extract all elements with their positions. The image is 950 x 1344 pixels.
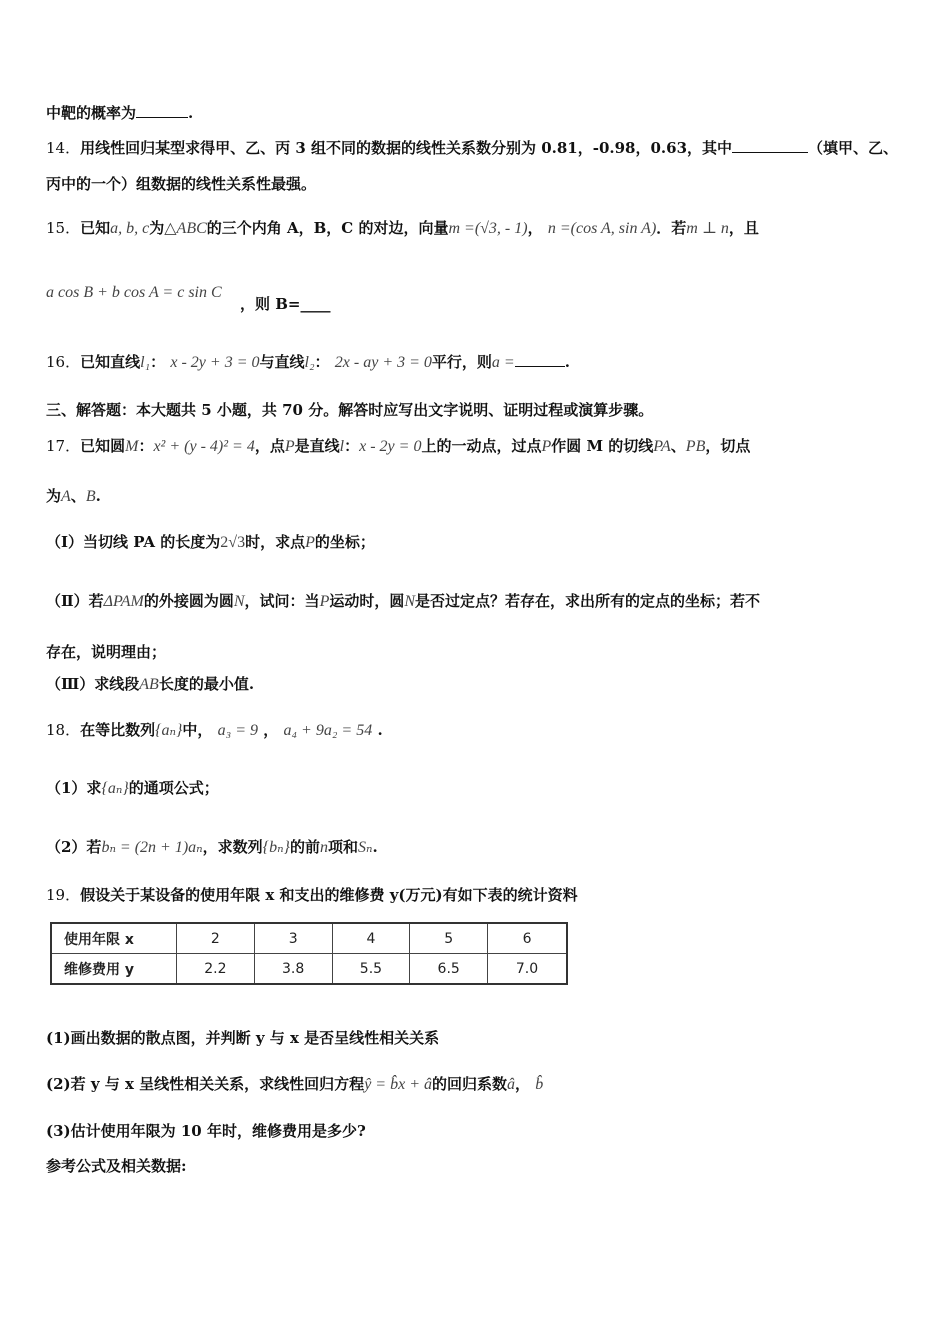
answer-blank[interactable] bbox=[136, 103, 188, 118]
question-18-part1: （1）求{aₙ}的通项公式； bbox=[46, 779, 219, 797]
question-15-answer: ，则 B=____ bbox=[240, 295, 331, 313]
question-19-part1: (1)画出数据的散点图，并判断 y 与 x 是否呈线性相关关系 bbox=[46, 1029, 440, 1047]
question-14-cont: 丙中的一个）组数据的线性关系性最强。 bbox=[46, 175, 317, 193]
answer-blank[interactable] bbox=[515, 352, 565, 367]
table-cell: 2.2 bbox=[177, 954, 255, 985]
table-cell: 6.5 bbox=[410, 954, 488, 985]
table-cell: 6 bbox=[488, 923, 567, 954]
table-cell: 4 bbox=[332, 923, 410, 954]
question-17: 17．已知圆M：x² + (y - 4)² = 4，点P是直线l：x - 2y = 0上的一动点，过点P作圆 M 的切线PA、PB，切点 bbox=[46, 437, 751, 455]
question-17-cont: 为A、B. bbox=[46, 487, 101, 505]
question-15-cont: a cos B + b cos A = c sin C bbox=[46, 284, 222, 301]
reference-formulas-label: 参考公式及相关数据: bbox=[46, 1157, 187, 1175]
question-18-part2: （2）若bₙ = (2n + 1)aₙ，求数列{bₙ}的前n项和Sₙ. bbox=[46, 838, 378, 856]
table-row bbox=[51, 923, 567, 954]
answer-blank[interactable] bbox=[732, 138, 808, 153]
q13-tail: 中靶的概率为 . bbox=[46, 104, 194, 122]
table-cell: 5.5 bbox=[332, 954, 410, 985]
question-19-part2: (2)若 y 与 x 呈线性相关关系，求线性回归方程ŷ = b̂x + â的回归系数â， b̂ bbox=[46, 1075, 544, 1093]
question-17-part1: （Ⅰ）当切线 PA 的长度为2√3时，求点P的坐标； bbox=[46, 533, 375, 551]
question-19-part3: (3)估计使用年限为 10 年时，维修费用是多少? bbox=[46, 1122, 366, 1140]
question-17-part3: （Ⅲ）求线段AB长度的最小值. bbox=[46, 675, 255, 693]
question-19: 19．假设关于某设备的使用年限 x 和支出的维修费 y(万元)有如下表的统计资料 bbox=[46, 886, 578, 904]
question-18: 18．在等比数列{aₙ}中， a₃ = 9 ， a₄ + 9a₂ = 54 . bbox=[46, 721, 383, 739]
statistics-table bbox=[50, 922, 568, 985]
table-cell: 3.8 bbox=[254, 954, 332, 985]
question-16: 16．已知直线l₁： x - 2y + 3 = 0与直线l₂： 2x - ay + 3 = 0平行，则a = . bbox=[46, 353, 570, 371]
section-3-header: 三、解答题：本大题共 5 小题，共 70 分。解答时应写出文字说明、证明过程或演算步骤。 bbox=[46, 401, 654, 419]
table-header-cell: 维修费用 y bbox=[51, 954, 177, 985]
question-17-part2: （Ⅱ）若ΔPAM的外接圆为圆N，试问：当P运动时，圆N是否过定点？若存在，求出所有的定点的坐标；若不 bbox=[46, 592, 761, 610]
table-cell: 2 bbox=[177, 923, 255, 954]
table-cell: 5 bbox=[410, 923, 488, 954]
question-15: 15．已知a, b, c为△ABC的三个内角 A，B，C 的对边，向量m =(√3, - 1)， n =(cos A, sin A)．若m ⊥ n，且 bbox=[46, 219, 759, 237]
answer-blank[interactable]: ____ bbox=[300, 295, 331, 313]
question-14: 14．用线性回归某型求得甲、乙、丙 3 组不同的数据的线性关系数分别为 0.81，-0.98，0.63，其中 （填甲、乙、 bbox=[46, 139, 899, 157]
question-17-part2-cont: 存在，说明理由； bbox=[46, 643, 167, 661]
table-row bbox=[51, 954, 567, 985]
table-cell: 3 bbox=[254, 923, 332, 954]
table-cell: 7.0 bbox=[488, 954, 567, 985]
table-header-cell: 使用年限 x bbox=[51, 923, 177, 954]
